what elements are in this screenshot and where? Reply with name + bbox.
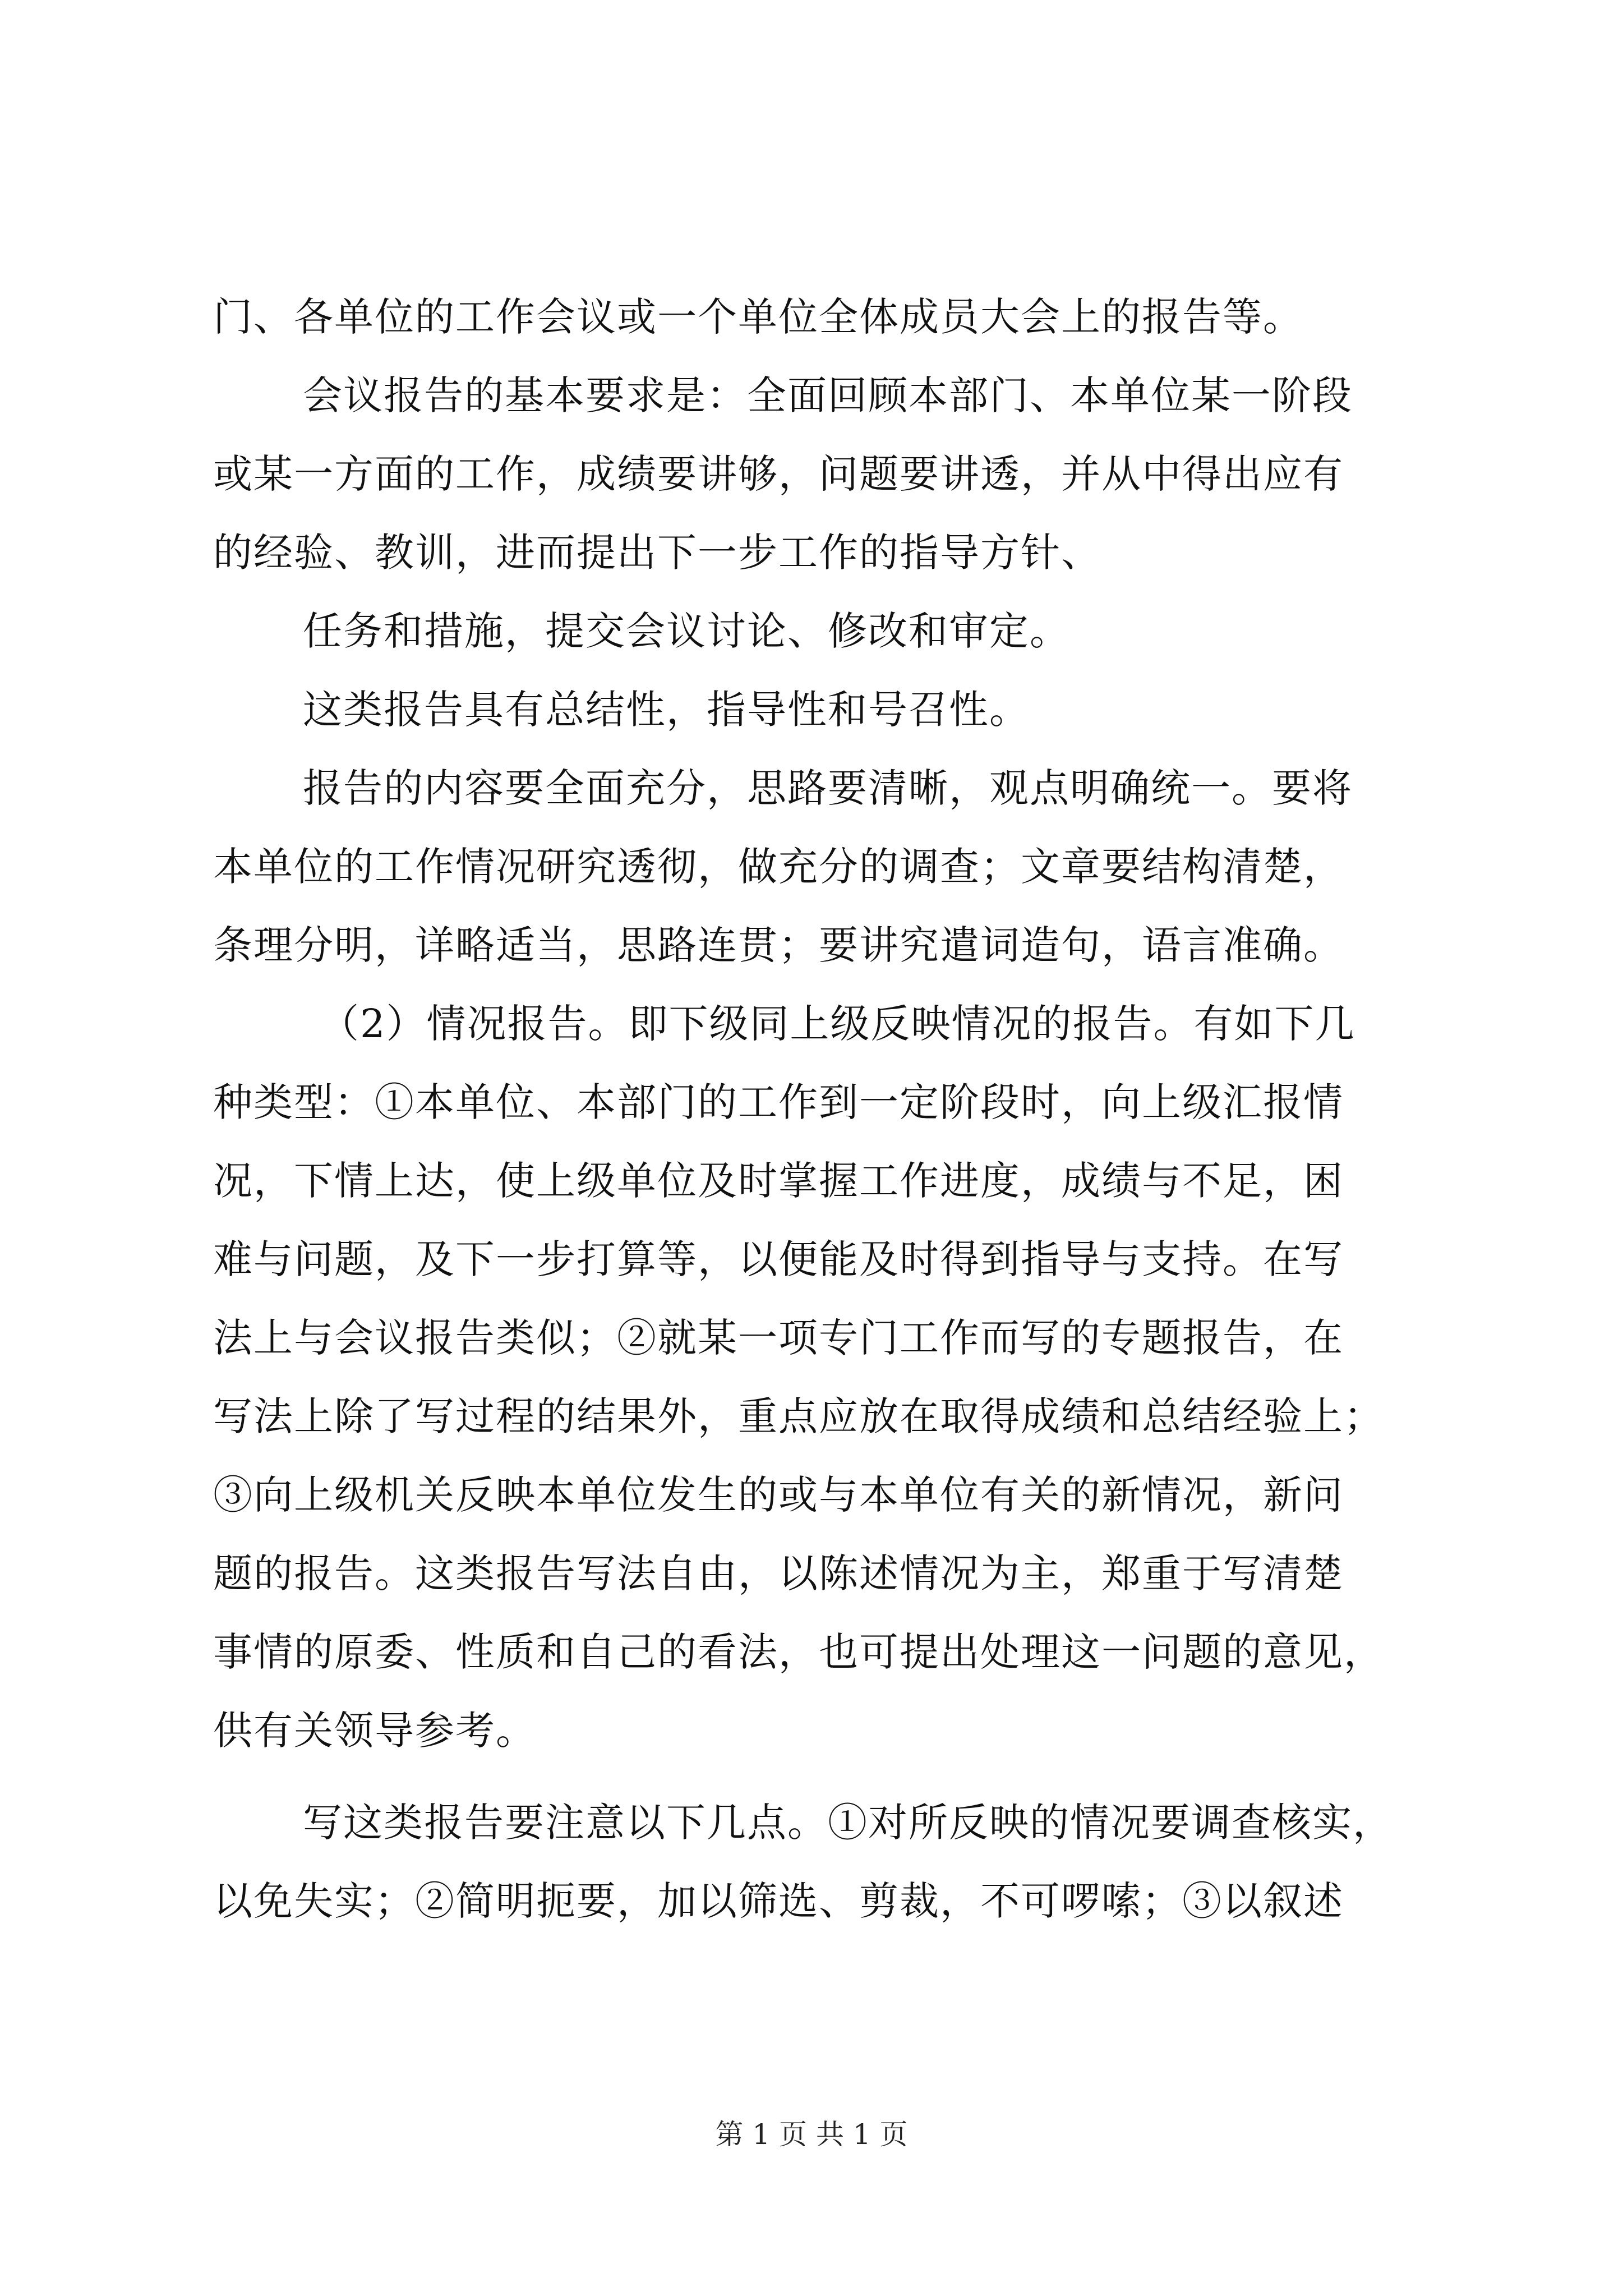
text-line: 条理分明，详略适当，思路连贯；要讲究遣词造句，语言准确。 [213, 922, 1344, 968]
text-line: 的经验、教训，进而提出下一步工作的指导方针、 [213, 530, 1101, 576]
text-line: 任务和措施，提交会议讨论、修改和审定。 [303, 608, 1070, 654]
text-line: 难与问题，及下一步打算等，以便能及时得到指导与支持。在写 [213, 1236, 1344, 1282]
text-line: 供有关领导参考。 [213, 1708, 536, 1754]
paragraph-gap [213, 1770, 1413, 1783]
text-line: 事情的原委、性质和自己的看法，也可提出处理这一问题的意见， [213, 1629, 1384, 1675]
text-line: 写这类报告要注意以下几点。①对所反映的情况要调查核实， [303, 1800, 1393, 1846]
document-body [213, 278, 1413, 1940]
text-line: 题的报告。这类报告写法自由，以陈述情况为主，郑重于写清楚 [213, 1550, 1344, 1596]
text-line: 或某一方面的工作，成绩要讲够，问题要讲透，并从中得出应有 [213, 451, 1344, 497]
text-line: 法上与会议报告类似；②就某一项专门工作而写的专题报告，在 [213, 1315, 1344, 1361]
text-line: 会议报告的基本要求是：全面回顾本部门、本单位某一阶段 [303, 372, 1353, 418]
text-line: 以免失实；②简明扼要，加以筛选、剪裁，不可啰嗦；③以叙述 [213, 1878, 1344, 1924]
text-line: 报告的内容要全面充分，思路要清晰，观点明确统一。要将 [303, 765, 1353, 811]
text-line: 况，下情上达，使上级单位及时掌握工作进度，成绩与不足，困 [213, 1158, 1344, 1204]
text-line: 这类报告具有总结性，指导性和号召性。 [303, 687, 1030, 733]
text-line: （2）情况报告。即下级同上级反映情况的报告。有如下几 [320, 1001, 1355, 1047]
text-line: 写法上除了写过程的结果外，重点应放在取得成绩和总结经验上； [213, 1393, 1384, 1439]
text-line: 种类型：①本单位、本部门的工作到一定阶段时，向上级汇报情 [213, 1079, 1344, 1125]
page-footer: 第 1 页 共 1 页 [715, 2118, 908, 2151]
text-line: 本单位的工作情况研究透彻，做充分的调查；文章要结构清楚， [213, 844, 1344, 890]
text-line: 门、各单位的工作会议或一个单位全体成员大会上的报告等。 [213, 294, 1303, 340]
text-line: ③向上级机关反映本单位发生的或与本单位有关的新情况，新问 [213, 1472, 1344, 1518]
